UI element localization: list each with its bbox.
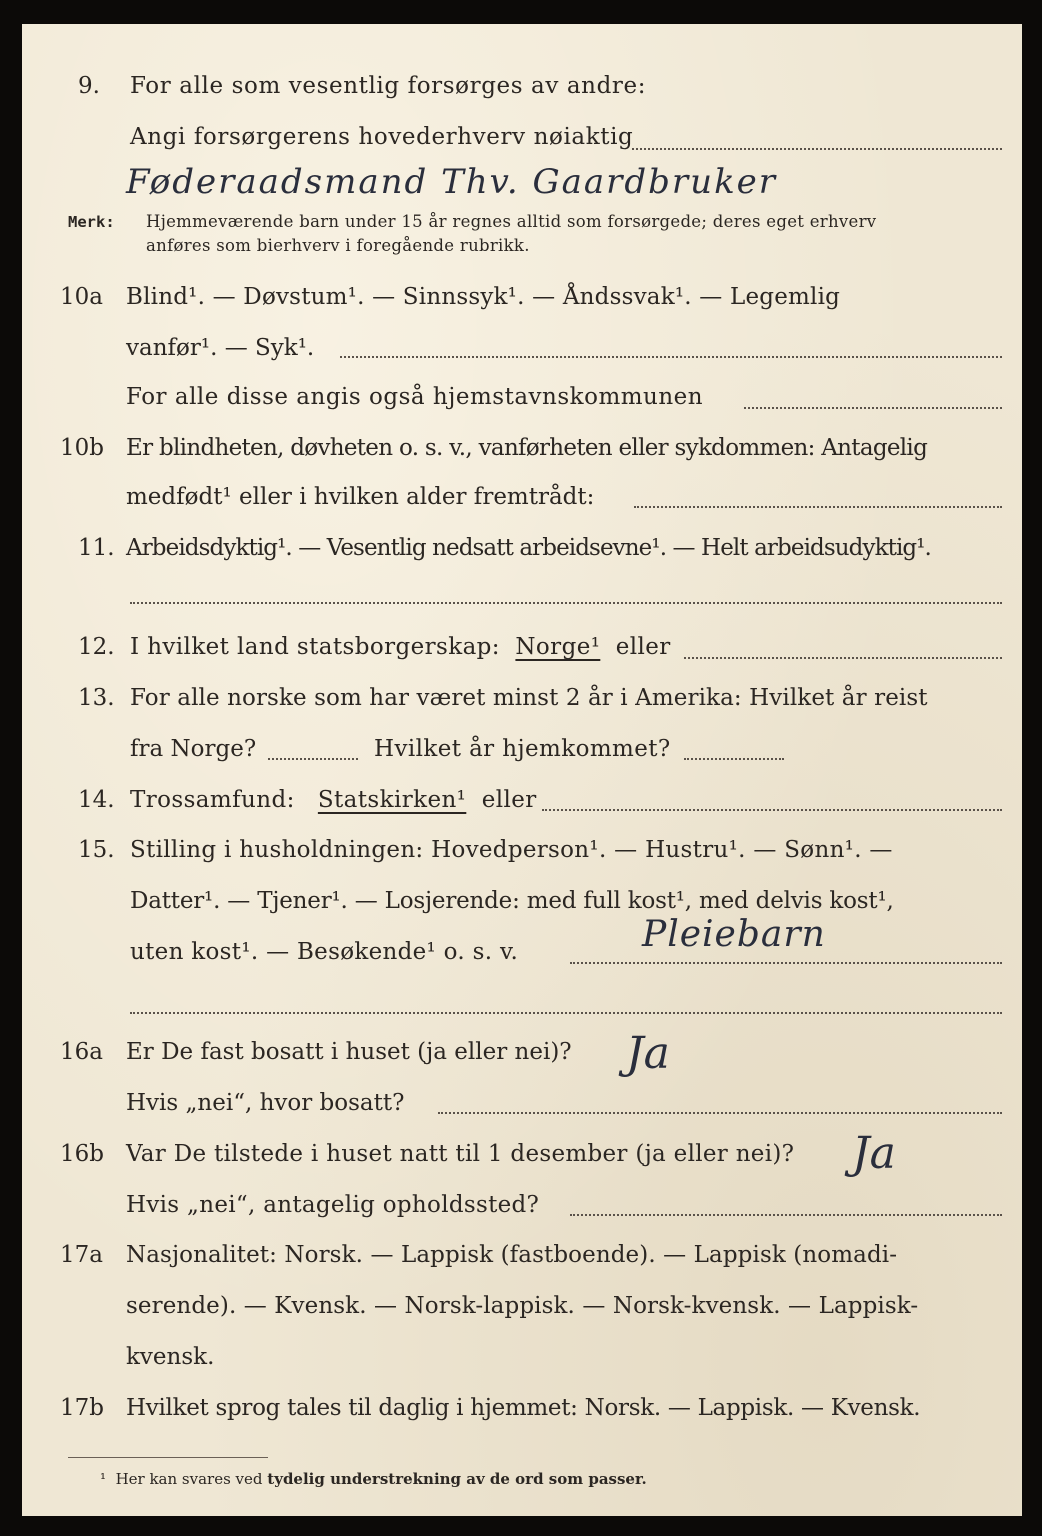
- q14-eller: eller: [481, 787, 537, 813]
- q13-reist-fill-line: [268, 758, 358, 760]
- q15-handwritten-answer: Pleiebarn: [642, 914, 826, 955]
- q13-line1: For alle norske som har været minst 2 år i Amerika: Hvilket år reist: [130, 685, 928, 711]
- q17a-line3: kvensk.: [126, 1344, 215, 1370]
- q16a-fill-line: [438, 1112, 1002, 1114]
- q12-eller: eller: [615, 634, 671, 660]
- q16b-number: 16b: [60, 1141, 104, 1167]
- q10b-fill-line: [634, 506, 1002, 508]
- q16b-line1: Var De tilstede i huset natt til 1 desember (ja eller nei)?: [126, 1141, 795, 1167]
- q17a-line1: Nasjonalitet: Norsk. — Lappisk (fastboende). — Lappisk (nomadi-: [126, 1242, 898, 1268]
- q12-fill-line: [684, 657, 1002, 659]
- q12-norge-underlined: Norge¹: [515, 634, 601, 660]
- q10a-number: 10a: [60, 284, 103, 310]
- q10a-line3: For alle disse angis også hjemstavnskommunen: [126, 384, 704, 410]
- q15-line3: uten kost¹. — Besøkende¹ o. s. v.: [130, 939, 519, 965]
- q13-line2b: Hvilket år hjemkommet?: [374, 736, 671, 762]
- q14-statskirken-underlined: Statskirken¹: [317, 787, 467, 813]
- q13-hjem-fill-line: [684, 758, 784, 760]
- q15-number: 15.: [78, 837, 115, 863]
- q11-line1: Arbeidsdyktig¹. — Vesentlig nedsatt arbeidsevne¹. — Helt arbeidsudyktig¹.: [126, 535, 931, 561]
- q9-handwritten-answer: Føderaadsmand Thv. Gaardbruker: [126, 162, 778, 202]
- footnote-text-b: tydelig understrekning av de ord som passer.: [267, 1470, 647, 1488]
- footnote-mark: ¹: [100, 1470, 107, 1488]
- q9-line1: For alle som vesentlig forsørges av andre:: [130, 73, 647, 99]
- q17a-number: 17a: [60, 1242, 103, 1268]
- q12-number: 12.: [78, 634, 115, 660]
- q10b-line1: Er blindheten, døvheten o. s. v., vanførheten eller sykdommen: Antagelig: [126, 435, 928, 461]
- q16b-line2: Hvis „nei“, antagelig opholdssted?: [126, 1192, 540, 1218]
- q15-line2: Datter¹. — Tjener¹. — Losjerende: med full kost¹, med delvis kost¹,: [130, 888, 894, 914]
- merk-label: Merk:: [68, 213, 115, 231]
- q17b-line1: Hvilket sprog tales til daglig i hjemmet: Norsk. — Lappisk. — Kvensk.: [126, 1395, 921, 1421]
- footnote: [100, 1470, 647, 1488]
- q11-fill-line: [130, 602, 1002, 604]
- footnote-rule: [68, 1457, 268, 1458]
- q12-question: I hvilket land statsborgerskap:: [130, 634, 500, 660]
- q10a-line2: vanfør¹. — Syk¹.: [126, 335, 315, 361]
- q17b-number: 17b: [60, 1395, 104, 1421]
- q16b-fill-line: [570, 1214, 1002, 1216]
- q16a-line1: Er De fast bosatt i huset (ja eller nei)?: [126, 1039, 572, 1065]
- q13-number: 13.: [78, 685, 115, 711]
- q15-extra-fill-line: [130, 1012, 1002, 1014]
- q14-line: [130, 785, 537, 815]
- merk-line1: Hjemmeværende barn under 15 år regnes alltid som forsørgede; deres eget erhverv: [146, 212, 877, 231]
- q10a-home-fill-line: [744, 407, 1002, 409]
- q13-line2a: fra Norge?: [130, 736, 257, 762]
- q11-number: 11.: [78, 535, 115, 561]
- q15-fill-line: [570, 962, 1002, 964]
- q10a-fill-line: [340, 356, 1002, 358]
- q16b-handwritten-answer: Ja: [852, 1128, 896, 1179]
- q16a-handwritten-answer: Ja: [626, 1028, 670, 1079]
- census-form-page: [22, 24, 1022, 1516]
- q9-fill-line: [632, 148, 1002, 150]
- q14-number: 14.: [78, 787, 115, 813]
- q16a-number: 16a: [60, 1039, 103, 1065]
- q14-fill-line: [542, 809, 1002, 811]
- q9-number: 9.: [78, 73, 100, 99]
- merk-line2: anføres som bierhverv i foregående rubrikk.: [146, 236, 530, 255]
- q12-line: [130, 632, 671, 662]
- q16a-line2: Hvis „nei“, hvor bosatt?: [126, 1090, 405, 1116]
- q15-line1: Stilling i husholdningen: Hovedperson¹. — Hustru¹. — Sønn¹. —: [130, 837, 893, 863]
- q14-label: Trossamfund:: [130, 787, 295, 813]
- q9-line2: Angi forsørgerens hovederhverv nøiaktig: [130, 124, 634, 150]
- q10b-line2: medfødt¹ eller i hvilken alder fremtrådt:: [126, 484, 595, 510]
- q17a-line2: serende). — Kvensk. — Norsk-lappisk. — Norsk-kvensk. — Lappisk-: [126, 1293, 919, 1319]
- q10b-number: 10b: [60, 435, 104, 461]
- q10a-line1: Blind¹. — Døvstum¹. — Sinnssyk¹. — Åndssvak¹. — Legemlig: [126, 284, 841, 310]
- footnote-text-a: Her kan svares ved: [115, 1470, 263, 1488]
